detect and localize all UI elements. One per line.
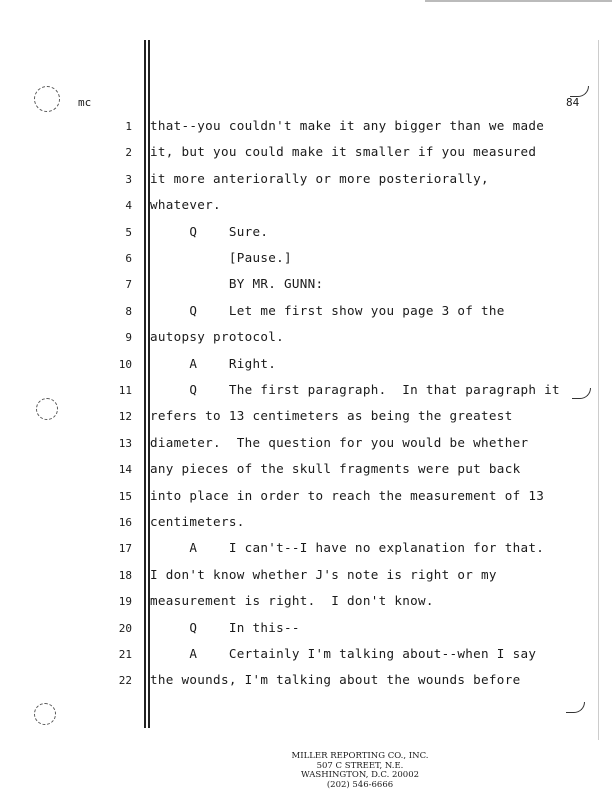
line-number: 21 <box>118 648 132 661</box>
footer-phone: (202) 546-6666 <box>326 779 394 790</box>
line-number: 12 <box>118 410 132 424</box>
line-number: 1 <box>125 120 132 133</box>
punch-hole-icon <box>34 86 60 112</box>
transcript-line <box>0 565 600 585</box>
line-number: 22 <box>118 674 132 688</box>
line-number: 13 <box>118 436 132 450</box>
line-number: 10 <box>118 357 132 371</box>
line-number: 19 <box>118 595 132 609</box>
transcript-line <box>0 538 600 558</box>
line-text: [Pause.] <box>150 250 292 265</box>
line-text: diameter. The question for you would be whether <box>150 434 529 450</box>
line-text: it, but you could make it smaller if you measured <box>150 144 537 160</box>
line-number: 15 <box>118 489 132 503</box>
line-text: Q The first paragraph. In that paragraph it <box>150 382 560 397</box>
transcript-line <box>0 274 600 294</box>
line-text: whatever. <box>150 197 221 213</box>
transcript-line <box>0 327 600 347</box>
line-text: BY MR. GUNN: <box>150 276 324 292</box>
line-number: 2 <box>125 146 132 160</box>
line-text: Q In this-- <box>150 619 300 635</box>
line-text: I don't know whether J's note is right or my <box>150 566 497 582</box>
line-text: A Certainly I'm talking about--when I say <box>150 646 537 661</box>
line-number: 8 <box>125 304 132 318</box>
footer-company: MILLER REPORTING CO., INC. <box>291 751 429 761</box>
footer-street: 507 C STREET, N.E. <box>316 760 404 771</box>
line-text: A Right. <box>150 355 277 371</box>
line-number: 4 <box>125 199 132 213</box>
line-number: 5 <box>125 225 132 239</box>
line-number: 16 <box>118 516 132 529</box>
line-number: 7 <box>125 278 132 292</box>
transcript-line <box>0 142 600 162</box>
transcript-line <box>0 670 600 690</box>
footer-city: WASHINGTON, D.C. 20002 <box>300 770 420 780</box>
transcript-line <box>0 644 600 664</box>
transcript-line <box>0 116 600 136</box>
reporter-footer <box>0 752 612 790</box>
line-number: 18 <box>118 568 132 582</box>
line-number: 11 <box>118 384 132 397</box>
transcript-line <box>0 406 600 426</box>
top-edge-mark <box>425 0 612 2</box>
line-text: A I can't--I have no explanation for that. <box>150 540 545 556</box>
line-number: 6 <box>125 252 132 265</box>
line-number: 9 <box>125 331 132 345</box>
transcript-line <box>0 301 600 321</box>
line-text: autopsy protocol. <box>150 329 284 345</box>
line-text: it more anteriorally or more posteriorally, <box>150 170 489 186</box>
transcript-line <box>0 433 600 453</box>
line-text: Q Let me first show you page 3 of the <box>150 302 505 318</box>
transcript-line <box>0 169 600 189</box>
reporter-initials: mc <box>78 96 92 109</box>
line-number: 14 <box>118 463 132 477</box>
line-text: into place in order to reach the measurement of 13 <box>150 487 545 503</box>
line-text: measurement is right. I don't know. <box>150 593 434 609</box>
transcript-line <box>0 591 600 611</box>
transcript-line <box>0 380 600 400</box>
line-text: any pieces of the skull fragments were put back <box>150 461 521 477</box>
line-text: Q Sure. <box>150 223 269 239</box>
transcript-line <box>0 486 600 506</box>
transcript-line <box>0 512 600 532</box>
line-number: 20 <box>118 621 132 635</box>
page-number: 84 <box>566 96 580 109</box>
line-text: refers to 13 centimeters as being the greatest <box>150 408 513 424</box>
transcript-line <box>0 618 600 638</box>
line-text: the wounds, I'm talking about the wounds before <box>150 672 521 688</box>
transcript-line <box>0 195 600 215</box>
transcript-line <box>0 222 600 242</box>
line-text: that--you couldn't make it any bigger than we made <box>150 118 545 133</box>
punch-hole-icon <box>34 703 56 725</box>
transcript-line <box>0 354 600 374</box>
corner-mark-icon <box>566 702 585 713</box>
line-text: centimeters. <box>150 514 245 529</box>
transcript-line <box>0 459 600 479</box>
line-number: 17 <box>118 542 132 556</box>
line-number: 3 <box>125 172 132 186</box>
transcript-line <box>0 248 600 268</box>
